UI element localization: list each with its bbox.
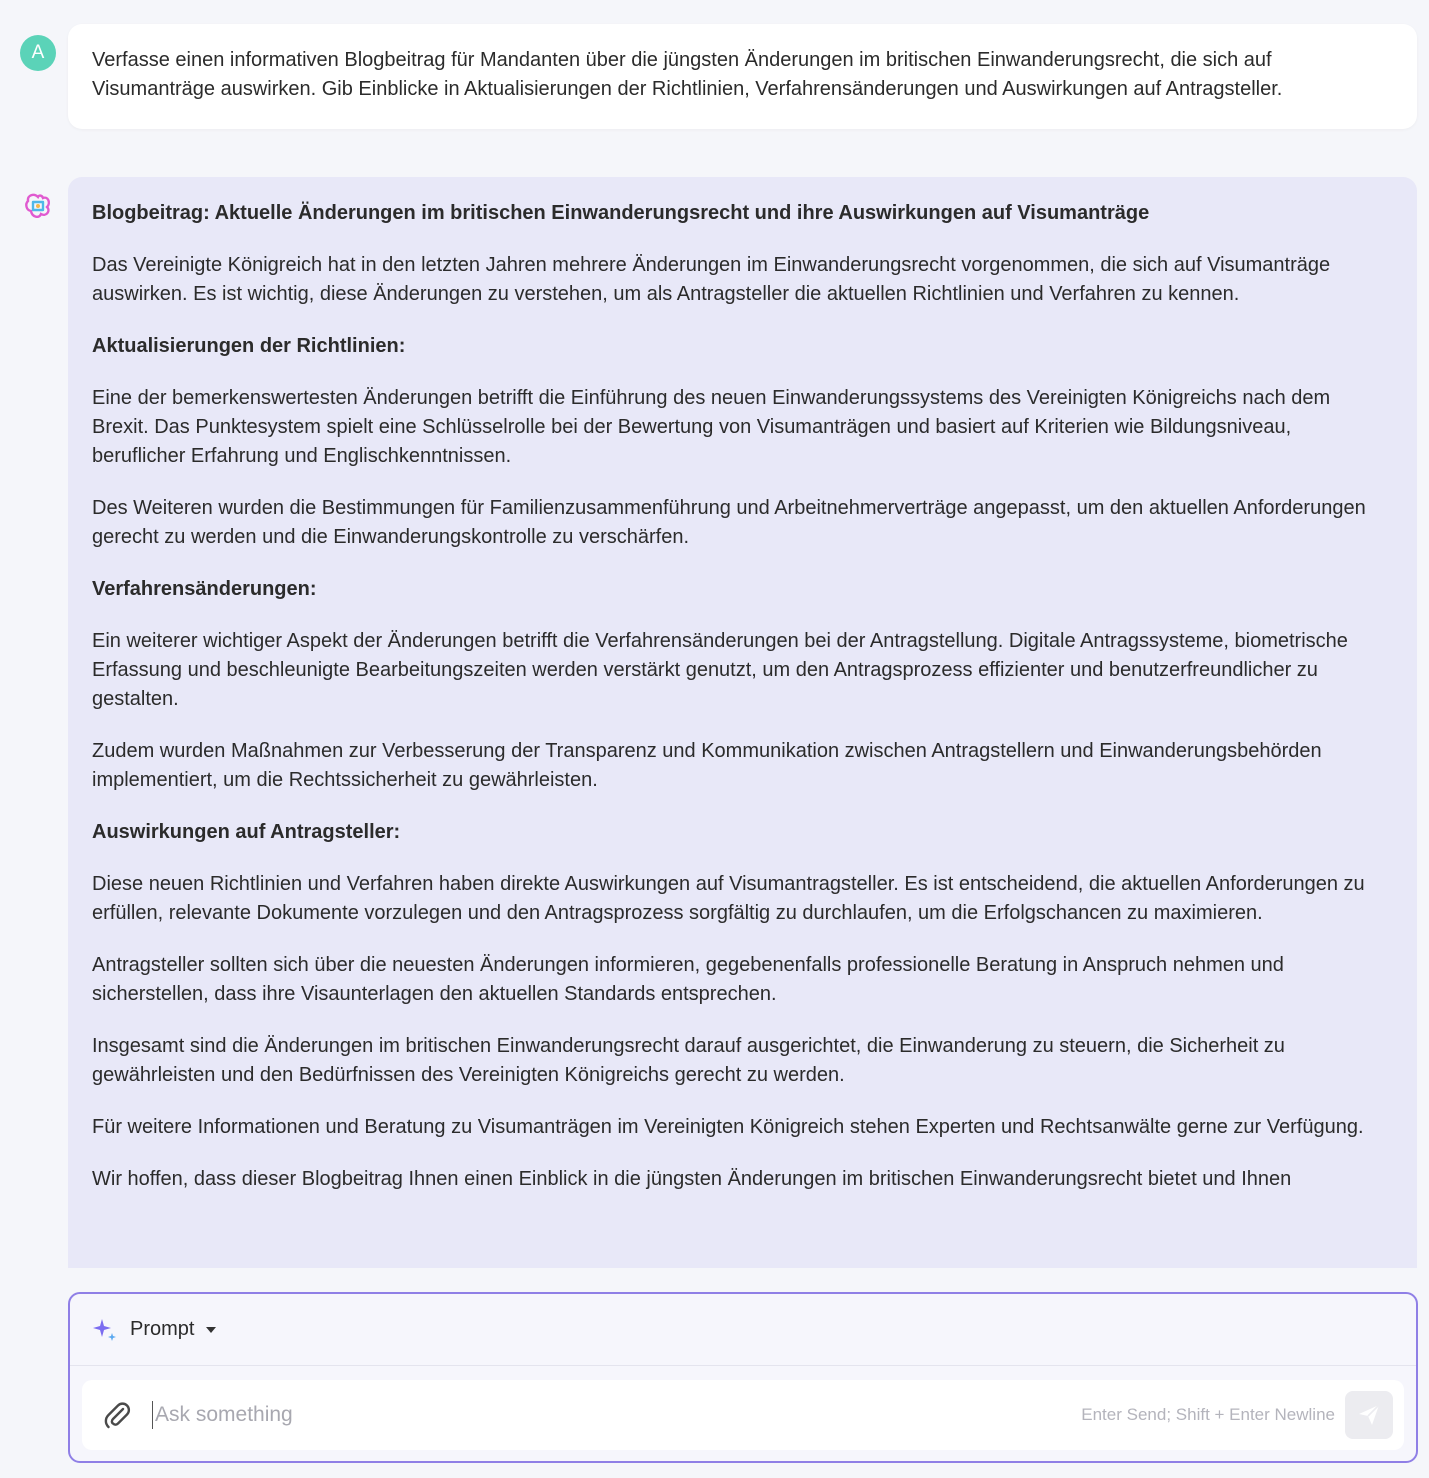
ai-paragraph: Des Weiteren wurden die Bestimmungen für Familienzusammenführung und Arbeitnehmerverträge angepasst, um den aktuellen Anforderungen gerecht zu werden und die Einwanderungskontrolle zu verschärfen. (92, 497, 1366, 548)
prompt-selector[interactable] (92, 1317, 216, 1343)
ai-section-heading: Auswirkungen auf Antragsteller: (92, 821, 401, 843)
user-message-text: Verfasse einen informativen Blogbeitrag für Mandanten über die jüngsten Änderungen im britischen Einwanderungsrecht, die sich auf Visumanträge auswirken. Gib Einblicke in Aktualisierungen der Richtlinien, Verfahrensänderungen und Auswirkungen auf Antragsteller. (92, 49, 1283, 100)
ai-paragraph: Diese neuen Richtlinien und Verfahren haben direkte Auswirkungen auf Visumantragsteller. Es ist entscheidend, die aktuellen Anforderungen zu erfüllen, relevante Dokumente vorzulegen und den Antragsprozess sorgfältig zu durchlaufen, um die Erfolgschancen zu maximieren. (92, 873, 1365, 924)
sparkle-icon (92, 1317, 118, 1343)
prompt-label: Prompt (130, 1318, 195, 1340)
ai-paragraph: Insgesamt sind die Änderungen im britischen Einwanderungsrecht darauf ausgerichtet, die Einwanderung zu steuern, die Sicherheit zu gewährleisten und den Bedürfnissen des Vereinigten Königreichs gerecht zu werden. (92, 1035, 1285, 1086)
ask-input[interactable] (152, 1401, 1081, 1429)
send-hint: Enter Send; Shift + Enter Newline (1081, 1405, 1335, 1424)
ai-paragraph: Zudem wurden Maßnahmen zur Verbesserung der Transparenz und Kommunikation zwischen Antragstellern und Einwanderungsbehörden implementiert, um die Rechtssicherheit zu gewährleisten. (92, 740, 1322, 791)
ai-paragraph: Wir hoffen, dass dieser Blogbeitrag Ihnen einen Einblick in die jüngsten Änderungen im britischen Einwanderungsrecht bietet und Ihnen (92, 1168, 1292, 1190)
ai-paragraph: Das Vereinigte Königreich hat in den letzten Jahren mehrere Änderungen im Einwanderungsrecht vorgenommen, die sich auf Visumanträge auswirken. Es ist wichtig, diese Änderungen zu verstehen, um als Antragsteller die aktuellen Richtlinien und Verfahren zu kennen. (92, 254, 1331, 305)
ai-message (68, 177, 1417, 1268)
ai-section-heading: Aktualisierungen der Richtlinien: (92, 335, 406, 357)
send-icon (1356, 1402, 1382, 1428)
ai-paragraph: Eine der bemerkenswertesten Änderungen betrifft die Einführung des neuen Einwanderungssystems des Vereinigten Königreichs nach dem Brexit. Das Punktesystem spielt eine Schlüsselrolle bei der Bewertung von Visumanträgen und basiert auf Kriterien wie Bildungsniveau, beruflicher Erfahrung und Englischkenntnissen. (92, 387, 1331, 467)
input-row (82, 1380, 1404, 1450)
ai-paragraph: Ein weiterer wichtiger Aspekt der Änderungen betrifft die Verfahrensänderungen bei der Antragstellung. Digitale Antragssysteme, biometrische Erfassung und beschleunigte Bearbeitungszeiten werden verstärkt genutzt, um den Antragsprozess effizienter und benutzerfreundlicher zu gestalten. (92, 630, 1348, 710)
user-message (68, 24, 1417, 129)
composer (68, 1292, 1418, 1463)
send-button[interactable] (1345, 1391, 1393, 1439)
paperclip-icon[interactable] (102, 1400, 132, 1430)
ai-logo-icon (24, 192, 52, 220)
composer-toolbar (70, 1294, 1416, 1366)
user-avatar: A (20, 35, 56, 71)
ai-paragraph: Antragsteller sollten sich über die neuesten Änderungen informieren, gegebenenfalls professionelle Beratung in Anspruch nehmen und sicherstellen, dass ihre Visaunterlagen den aktuellen Standards entsprechen. (92, 954, 1284, 1005)
ai-message-title: Blogbeitrag: Aktuelle Änderungen im britischen Einwanderungsrecht und ihre Auswirkungen auf Visumanträge (92, 202, 1150, 224)
caret-down-icon (206, 1327, 216, 1333)
ai-section-heading: Verfahrensänderungen: (92, 578, 317, 600)
ai-paragraph: Für weitere Informationen und Beratung zu Visumanträgen im Vereinigten Königreich stehen Experten und Rechtsanwälte gerne zur Verfügung. (92, 1116, 1364, 1138)
